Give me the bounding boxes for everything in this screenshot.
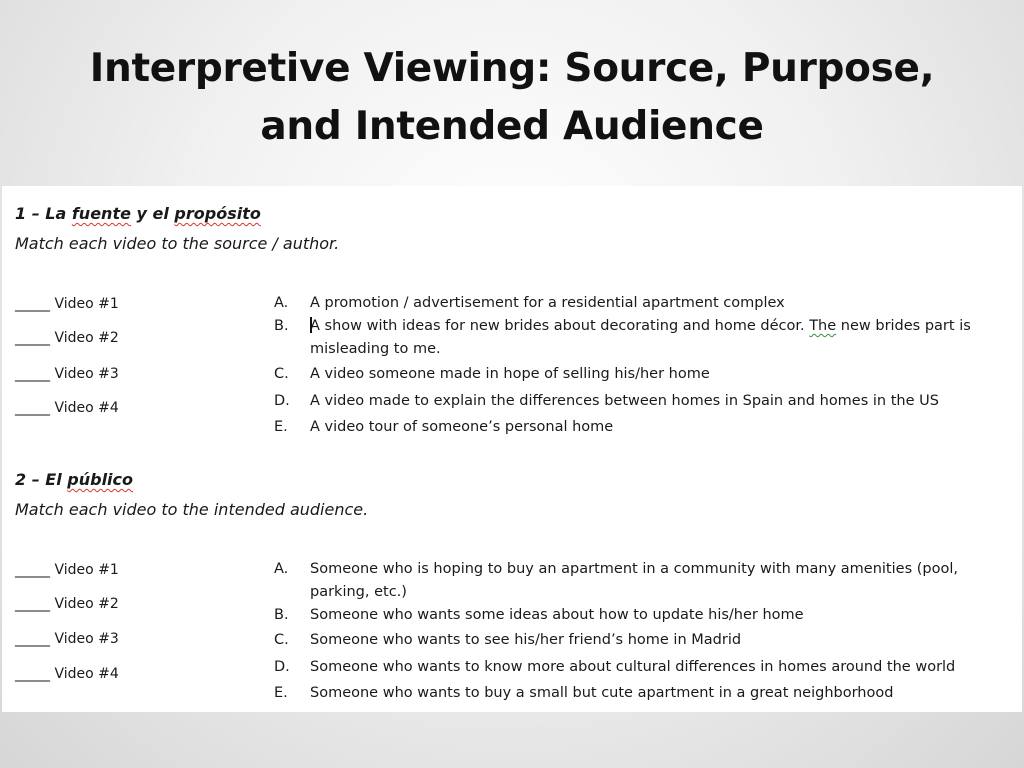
section-1-option-b [274,315,1019,361]
section-2-instruction: Match each video to the intended audience. [15,500,369,519]
section-1-instruction: Match each video to the source / author. [15,234,340,253]
option-letter: D. [274,659,290,675]
option-letter: E. [274,419,288,435]
section-1-blank-video-4: _____ Video #4 [15,400,119,416]
section-2-option-c [274,629,1019,652]
option-text-part: A show with ideas for new brides about decorating and home décor. [310,318,810,334]
section-1-blank-video-3: _____ Video #3 [15,366,119,382]
slide-title [0,40,1024,156]
option-text: A video someone made in hope of selling his/her home [310,366,710,382]
option-letter: D. [274,393,290,409]
section-1-option-d [274,390,1019,413]
slide-title-line-2: and Intended Audience [260,104,764,149]
section-2-blank-video-1: _____ Video #1 [15,562,119,578]
section-1-heading [15,204,261,224]
option-text: Someone who wants to buy a small but cute apartment in a great neighborhood [310,685,894,701]
section-2-blank-video-4: _____ Video #4 [15,666,119,682]
slide-title-line-1: Interpretive Viewing: Source, Purpose, [89,46,935,91]
option-text: Someone who is hoping to buy an apartment in a community with many amenities (pool, parking, etc.) [310,561,958,600]
option-text-part-flagged: The [809,318,837,334]
section-2-option-e [274,682,1019,705]
section-2-heading [15,470,133,490]
option-letter: B. [274,318,289,334]
option-letter: A. [274,561,289,577]
option-text: Someone who wants some ideas about how to update his/her home [310,607,804,623]
option-text: Someone who wants to see his/her friend’s home in Madrid [310,632,742,648]
option-letter: C. [274,632,289,648]
option-text-part: new brides part is misleading to me. [310,318,971,357]
section-2-option-b [274,604,1019,627]
section-1-heading-mid: y el [130,204,175,223]
option-letter: B. [274,607,289,623]
section-1-blank-video-2: _____ Video #2 [15,330,119,346]
section-2-blank-video-3: _____ Video #3 [15,631,119,647]
worksheet-image [2,186,1022,712]
option-text [310,315,1019,361]
section-2-heading-num: 2 – El [15,470,68,489]
option-text: Someone who wants to know more about cultural differences in homes around the world [310,659,956,675]
section-2-option-a [274,558,1019,604]
section-1-blank-video-1: _____ Video #1 [15,296,119,312]
section-2-blank-video-2: _____ Video #2 [15,596,119,612]
section-2-heading-word-publico: público [67,470,134,489]
section-1-heading-word-fuente: fuente [71,204,131,223]
section-1-option-c [274,363,1019,386]
section-1-heading-num: 1 – La [15,204,72,223]
option-letter: A. [274,295,289,311]
section-1-option-a [274,292,1019,315]
section-2-option-d [274,656,1019,679]
section-1-option-e [274,416,1019,439]
section-1-heading-word-proposito: propósito [174,204,261,223]
option-text: A promotion / advertisement for a residential apartment complex [310,295,785,311]
option-letter: E. [274,685,288,701]
option-text: A video made to explain the differences between homes in Spain and homes in the US [310,393,939,409]
option-text: A video tour of someone’s personal home [310,419,614,435]
option-letter: C. [274,366,289,382]
